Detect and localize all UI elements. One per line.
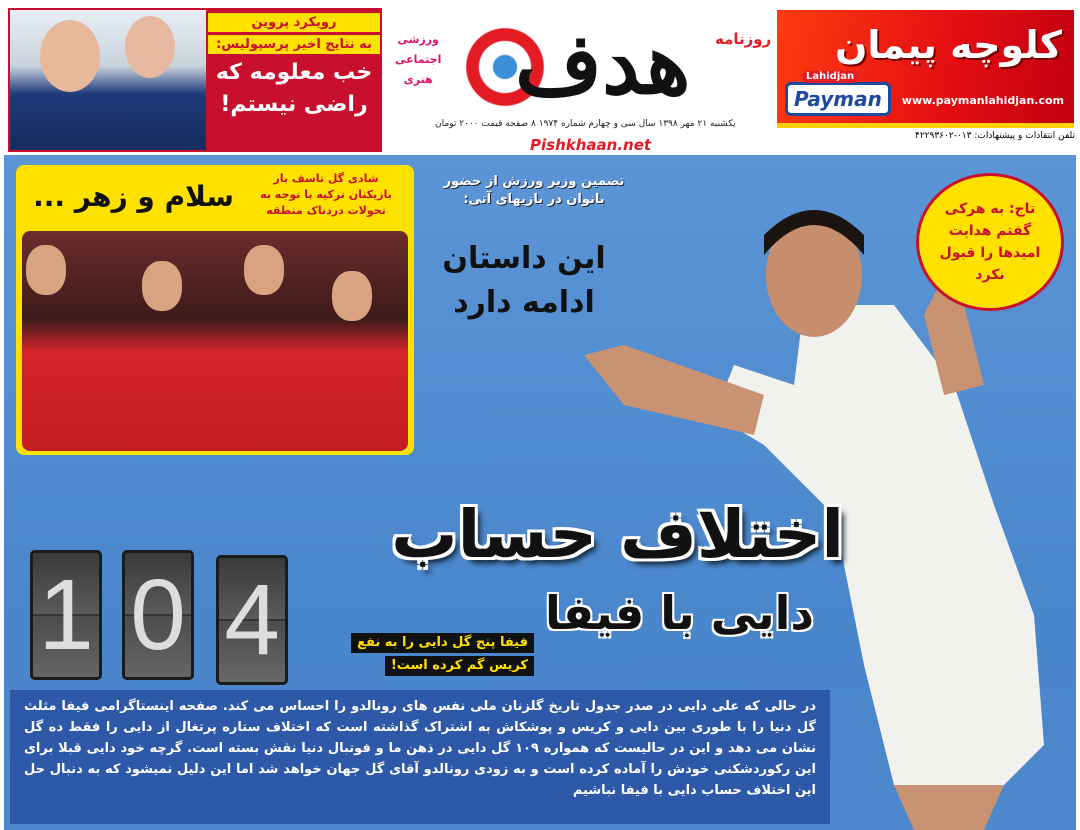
turkey-story[interactable] [16,165,414,455]
main-subheadline: دایی با فیفا [544,586,814,640]
turkey-players-photo [22,231,408,451]
tag: هنری [403,73,433,86]
main-headline[interactable]: اختلاف حساب [391,496,844,573]
advertisement[interactable] [777,10,1074,128]
ad-url[interactable]: www.paymanlahidjan.com [901,94,1064,107]
top-story[interactable] [8,8,382,152]
caption-line: فیفا پنج گل دایی را به نفع [351,633,534,653]
logo-tags [395,30,441,90]
masthead-logo [395,10,775,150]
ad-title: کلوچه پیمان [834,23,1062,67]
ad-phone: تلفن انتقادات و پیشنهادات: ۰۱۳-۴۲۲۹۳۶۰۲ [915,131,1075,141]
parvin-photo [10,10,206,150]
newspaper-name: هدف [515,14,691,113]
kicker-line: تحولات دردناک منطقه [266,204,386,217]
main-area [4,155,1076,830]
flip-digit: 1 [30,550,102,680]
caption-line: کریس گم کرده است! [385,656,534,676]
taj-quote-badge[interactable]: تاج: به هرکی گفتم هدایت امیدها را قبول نکرد [916,173,1064,311]
top-story-text [208,10,380,150]
women-story-kicker: تضمین وزیر ورزش از حضور بانوان در بازیهای آتی: [443,174,625,207]
kicker: رویکرد پروین [208,13,380,32]
flip-digit: 4 [216,555,288,685]
issue-info: یکشنبه ۲۱ مهر ۱۳۹۸ سال سی و چهارم شماره ۱۹۷۴ ۸ صفحه قیمت ۲۰۰۰ تومان [435,119,736,129]
tag: اجتماعی [395,53,442,66]
brand-name: Payman [794,87,882,111]
kicker: به نتایج اخیر پرسپولیس: [208,35,380,54]
brand-sub: Lahidjan [802,71,858,83]
headline: خب معلومه که [215,60,373,85]
story-kicker [246,171,406,219]
kicker-line: بازیکنان ترکیه با توجه به [260,188,392,201]
headline: راضی نیستم! [220,92,368,117]
main-article-body: در حالی که علی دایی در صدر جدول تاریخ گلزنان ملی نفس های رونالدو را احساس می کند. صفحه اینستاگرامی فیفا مثلث گل دنیا را با طوری بین دایی و کریس و پوشکاش به اشتراک گذاشته است که اختلاف ستاره پرتغال از دایی را فقط ده گل نشان می دهد و این در حالیست که همواره ۱۰۹ گل دایی در ذهن ما و فوتبال دنیا نقش بسته است. گرچه خود دایی قبلا برای این رکوردشکنی خودش را آماده کرده است و به زودی رونالدو آقای گل جهان خواهد شد اما این دلیل نمیشود که به دنبال حل این اختلاف حساب دایی با فیفا نباشیم [10,690,830,824]
women-story-title[interactable]: این داستان ادامه دارد [442,241,606,320]
story-title: سلام و زهر ... [33,180,234,213]
newspaper-prefix: روزنامه [715,30,772,48]
tag: ورزشی [397,33,439,46]
counter-caption [304,633,534,679]
flip-digit: 0 [122,550,194,680]
ad-brand-logo [785,71,891,116]
watermark: Pishkhaan.net [530,136,652,154]
kicker-line: شادی گل تاسف بار [273,172,379,185]
